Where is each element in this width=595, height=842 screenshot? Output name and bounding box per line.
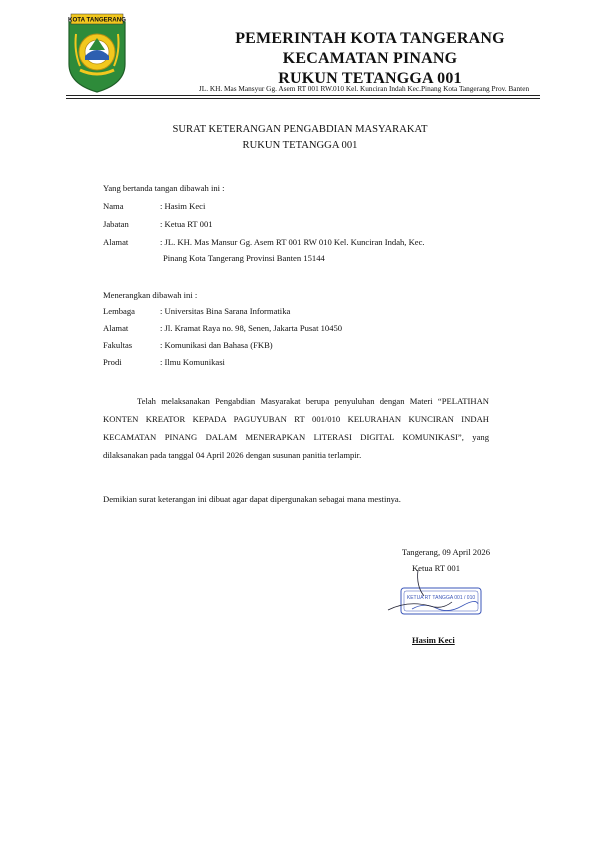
letterhead-address: JL. KH. Mas Mansyur Gg. Asem RT 001 RW.010 Kel. Kunciran Indah Kec.Pinang Kota Tangerang Prov. Banten (198, 84, 530, 93)
signer-position-value: : Ketua RT 001 (160, 219, 213, 229)
stamp-text: KETUA RT TANGGA 001 / 010 (406, 595, 476, 601)
signer-intro: Yang bertanda tangan dibawah ini : (103, 183, 225, 193)
program-value: : Ilmu Komunikasi (160, 357, 225, 367)
institution-address-label: Alamat (103, 323, 129, 333)
closing-paragraph: Demikian surat keterangan ini dibuat agar dapat dipergunakan sebagai mana mestinya. (103, 494, 401, 504)
letter-title: SURAT KETERANGAN PENGABDIAN MASYARAKAT (172, 124, 428, 135)
institution-address-value: : Jl. Kramat Raya no. 98, Senen, Jakarta Pusat 10450 (160, 323, 343, 333)
institution-value: : Universitas Bina Sarana Informatika (160, 306, 291, 316)
institution-label: Lembaga (103, 306, 135, 316)
signer-printed-name: Hasim Keci (412, 635, 455, 645)
faculty-label: Fakultas (103, 340, 133, 350)
signer-address-value: : JL. KH. Mas Mansur Gg. Asem RT 001 RW 010 Kel. Kunciran Indah, Kec. (160, 237, 425, 247)
main-paragraph: Telah melaksanakan Pengabdian Masyarakat berupa penyuluhan dengan Materi “PELATIHAN KONTEN KREATOR KEPADA PAGUYUBAN RT 001/010 KELURAHAN KUNCIRAN INDAH KECAMATAN PINANG DALAM MENERAPKAN LITERASI DIGITAL KOMUNIKASI”, yang dilaksanakan pada tanggal 04 April 2026 dengan susunan panitia terlampir. (103, 396, 489, 460)
letter-subtitle: RUKUN TETANGGA 001 (242, 140, 358, 151)
place-date: Tangerang, 09 April 2026 (401, 547, 490, 557)
signer-address-continued: Pinang Kota Tangerang Provinsi Banten 15144 (163, 253, 325, 263)
signer-name-label: Nama (103, 201, 124, 211)
signer-position-label: Jabatan (103, 219, 129, 229)
subject-intro: Menerangkan dibawah ini : (103, 290, 198, 300)
logo-banner-text: KOTA TANGERANG (68, 16, 126, 24)
program-label: Prodi (103, 357, 122, 367)
handwritten-signature (378, 566, 458, 626)
faculty-value: : Komunikasi dan Bahasa (FKB) (160, 340, 273, 350)
letterhead-district: KECAMATAN PINANG (282, 50, 458, 67)
signer-title: Ketua RT 001 (411, 563, 460, 573)
letterhead-divider-thick (66, 95, 540, 96)
letterhead-government: PEMERINTAH KOTA TANGERANG (235, 30, 505, 47)
letterhead-neighborhood: RUKUN TETANGGA 001 (278, 70, 462, 87)
letterhead-divider-thin (66, 98, 540, 99)
city-emblem-logo (66, 12, 128, 94)
signer-name-value: : Hasim Keci (160, 201, 206, 211)
signer-address-label: Alamat (103, 237, 129, 247)
